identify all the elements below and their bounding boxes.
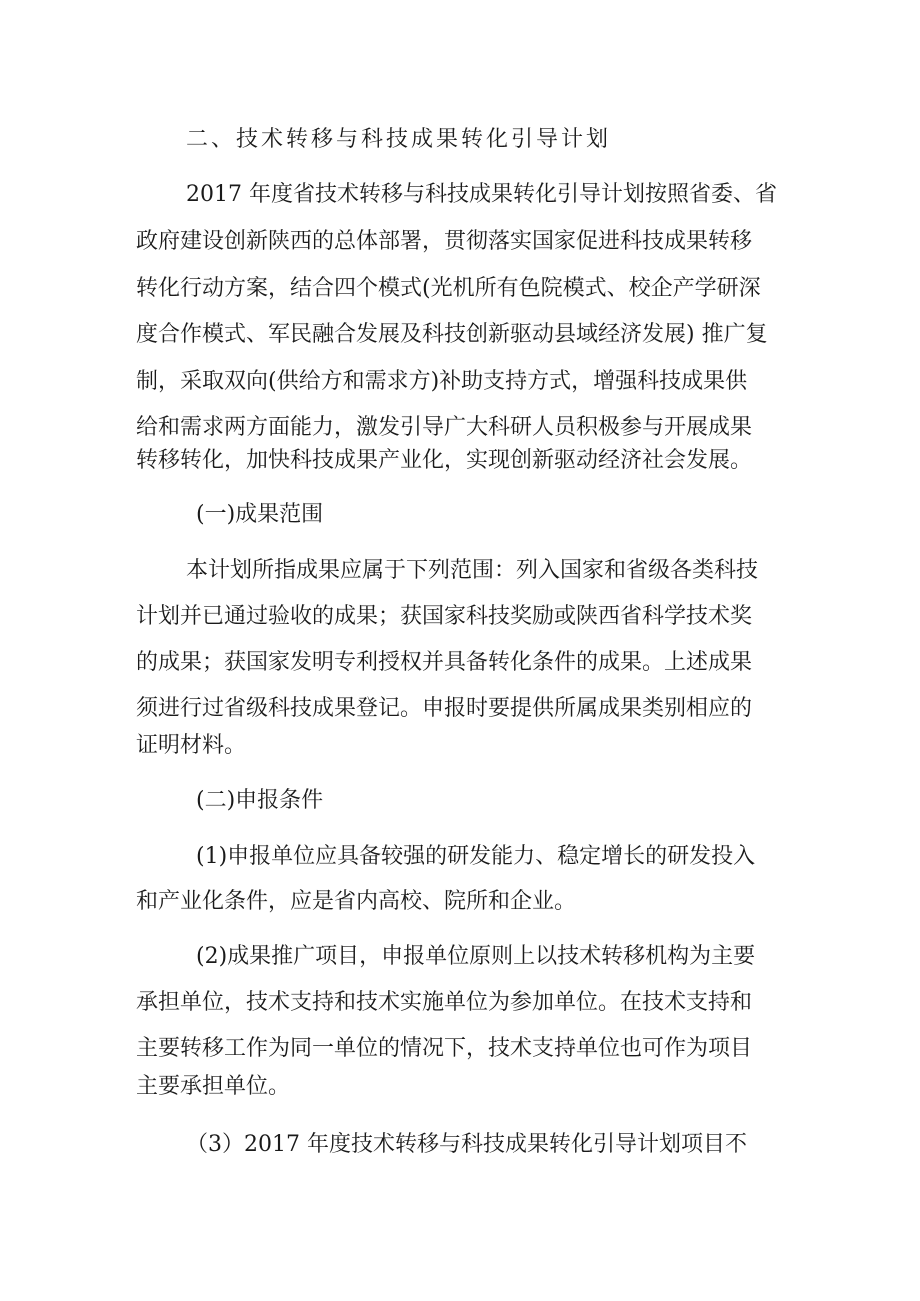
intro-line: 度合作模式、军民融合发展及科技创新驱动县域经济发展) 推广复 <box>136 322 768 347</box>
intro-line: 制，采取双向(供给方和需求方)补助支持方式，增强科技成果供 <box>136 369 748 394</box>
intro-line: 2017 年度省技术转移与科技成果转化引导计划按照省委、省 <box>186 182 777 207</box>
section-title: (一)成果范围 <box>196 502 324 527</box>
intro-line: 转移转化，加快科技成果产业化，实现创新驱动经济社会发展。 <box>136 448 753 473</box>
heading: 二、技术转移与科技成果转化引导计划 <box>186 127 612 152</box>
list-item-line: 承担单位，技术支持和技术实施单位为参加单位。在技术支持和 <box>136 990 753 1015</box>
list-item-line: 主要承担单位。 <box>136 1074 291 1099</box>
section-line: 的成果；获国家发明专利授权并具备转化条件的成果。上述成果 <box>136 650 753 675</box>
list-item-line: 和产业化条件，应是省内高校、院所和企业。 <box>136 889 577 914</box>
list-item-line: 主要转移工作为同一单位的情况下，技术支持单位也可作为项目 <box>136 1036 753 1061</box>
list-item-line: (1)申报单位应具备较强的研发能力、稳定增长的研发投入 <box>196 844 756 869</box>
intro-line: 给和需求两方面能力，激发引导广大科研人员积极参与开展成果 <box>136 415 753 440</box>
section-line: 须进行过省级科技成果登记。申报时要提供所属成果类别相应的 <box>136 696 753 721</box>
list-item-line: (2)成果推广项目，申报单位原则上以技术转移机构为主要 <box>196 944 756 969</box>
section-line: 计划并已通过验收的成果；获国家科技奖励或陕西省科学技术奖 <box>136 604 753 629</box>
intro-line: 政府建设创新陕西的总体部署，贯彻落实国家促进科技成果转移 <box>136 229 753 254</box>
section-line: 本计划所指成果应属于下列范围：列入国家和省级各类科技 <box>186 558 759 583</box>
list-item-line: （3）2017 年度技术转移与科技成果转化引导计划项目不 <box>186 1132 747 1157</box>
intro-line: 转化行动方案，结合四个模式(光机所有色院模式、校企产学研深 <box>136 276 761 301</box>
section-line: 证明材料。 <box>136 733 247 758</box>
section-title: (二)申报条件 <box>196 788 324 813</box>
